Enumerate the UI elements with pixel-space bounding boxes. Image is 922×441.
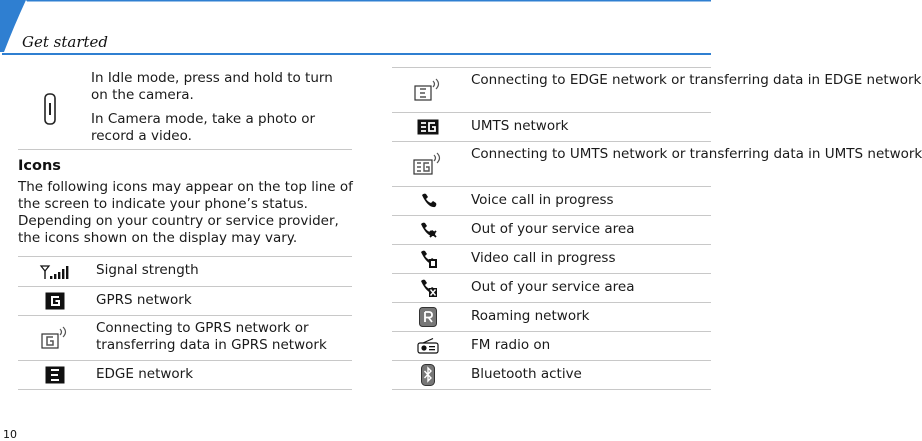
bluetooth-label: Bluetooth active — [471, 366, 582, 382]
edge-icon — [38, 361, 72, 389]
list-item — [392, 187, 711, 216]
umts-icon — [412, 113, 444, 141]
video-out-of-area-icon — [412, 274, 444, 302]
signal-strength-icon — [38, 257, 72, 286]
umts-label: UMTS network — [471, 118, 569, 134]
umts-transfer-label: Connecting to UMTS network or transferring data in UMTS network — [471, 146, 922, 162]
section-body: The following icons may appear on the top line of the screen to indicate your phone’s status. Depending on your country or service provider, the icons shown on the display may vary. — [18, 179, 353, 246]
list-item — [392, 332, 711, 361]
camera-key-camera-text: In Camera mode, take a photo or record a video. — [91, 111, 316, 144]
bluetooth-icon — [412, 361, 444, 389]
right-icon-table — [392, 67, 922, 390]
camera-key-description — [91, 70, 351, 152]
list-item — [392, 274, 711, 303]
edge-transfer-icon — [412, 68, 444, 112]
fm-radio-icon — [412, 332, 444, 360]
list-item — [392, 245, 711, 274]
fm-radio-label: FM radio on — [471, 337, 551, 353]
voice-call-icon — [412, 187, 444, 215]
roaming-label: Roaming network — [471, 308, 590, 324]
list-item — [18, 257, 352, 287]
gprs-transfer-label: Connecting to GPRS network or transferring data in GPRS network — [96, 320, 327, 353]
video-out-of-area-label: Out of your service area — [471, 279, 635, 295]
camera-key-icon — [34, 68, 66, 149]
list-item — [18, 287, 352, 316]
voice-call-label: Voice call in progress — [471, 192, 614, 208]
roaming-icon — [412, 303, 444, 331]
voice-out-of-area-label: Out of your service area — [471, 221, 635, 237]
video-call-icon — [412, 245, 444, 273]
list-item — [18, 361, 352, 390]
camera-key-row — [18, 68, 352, 150]
list-item — [392, 68, 922, 113]
list-item — [392, 113, 711, 142]
page-title: Get started — [22, 33, 109, 51]
edge-transfer-label: Connecting to EDGE network or transferring data in EDGE network — [471, 72, 922, 88]
gprs-transfer-icon — [38, 316, 72, 360]
gprs-label: GPRS network — [96, 292, 192, 308]
left-icon-table — [18, 256, 352, 390]
list-item — [392, 361, 711, 390]
camera-key-idle-text: In Idle mode, press and hold to turn on the camera. — [91, 70, 333, 103]
signal-strength-label: Signal strength — [96, 262, 199, 278]
section-title: Icons — [18, 158, 61, 174]
camera-key-table — [18, 68, 352, 150]
edge-label: EDGE network — [96, 366, 194, 382]
umts-transfer-icon — [412, 142, 444, 186]
list-item — [392, 142, 922, 187]
page-number: 10 — [3, 428, 17, 441]
list-item — [392, 303, 711, 332]
list-item — [18, 316, 352, 361]
list-item — [392, 216, 711, 245]
gprs-icon — [38, 287, 72, 315]
video-call-label: Video call in progress — [471, 250, 616, 266]
voice-out-of-area-icon — [412, 216, 444, 244]
